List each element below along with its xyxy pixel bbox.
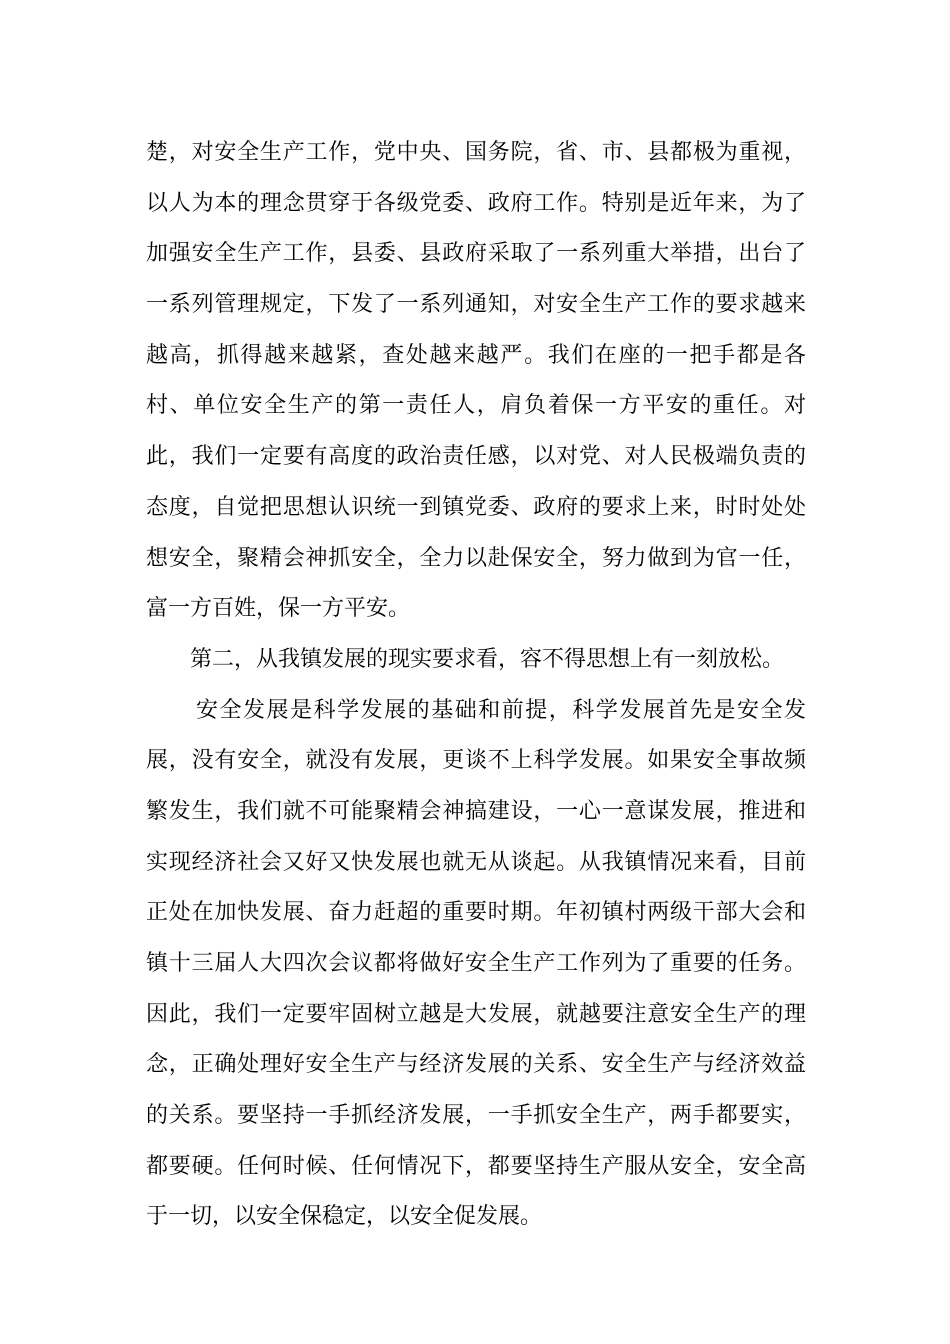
text-line: 想安全，聚精会神抓安全，全力以赴保安全，努力做到为官一任， bbox=[146, 545, 806, 571]
text-line: 富一方百姓，保一方平安。 bbox=[146, 596, 411, 622]
text-line: 于一切，以安全保稳定，以安全促发展。 bbox=[146, 1204, 543, 1230]
text-line: 安全发展是科学发展的基础和前提，科学发展首先是安全发 bbox=[196, 697, 806, 723]
text-line: 以人为本的理念贯穿于各级党委、政府工作。特别是近年来，为了 bbox=[146, 190, 806, 216]
text-line: 展，没有安全，就没有发展，更谈不上科学发展。如果安全事故频 bbox=[146, 748, 806, 774]
text-line: 繁发生，我们就不可能聚精会神搞建设，一心一意谋发展，推进和 bbox=[146, 798, 806, 824]
text-line: 此，我们一定要有高度的政治责任感，以对党、对人民极端负责的 bbox=[146, 444, 806, 470]
text-line: 因此，我们一定要牢固树立越是大发展，就越要注意安全生产的理 bbox=[146, 1001, 806, 1027]
text-line: 念，正确处理好安全生产与经济发展的关系、安全生产与经济效益 bbox=[146, 1052, 806, 1078]
text-line: 加强安全生产工作，县委、县政府采取了一系列重大举措，出台了 bbox=[146, 241, 806, 267]
text-line: 村、单位安全生产的第一责任人，肩负着保一方平安的重任。对 bbox=[146, 393, 806, 419]
text-line: 一系列管理规定，下发了一系列通知，对安全生产工作的要求越来 bbox=[146, 292, 806, 318]
text-line: 实现经济社会又好又快发展也就无从谈起。从我镇情况来看，目前 bbox=[146, 849, 806, 875]
text-line: 镇十三届人大四次会议都将做好安全生产工作列为了重要的任务。 bbox=[146, 951, 806, 976]
text-line: 越高，抓得越来越紧，查处越来越严。我们在座的一把手都是各 bbox=[146, 342, 806, 368]
text-line: 正处在加快发展、奋力赶超的重要时期。年初镇村两级干部大会和 bbox=[146, 900, 806, 926]
text-line: 楚，对安全生产工作，党中央、国务院，省、市、县都极为重视， bbox=[146, 140, 806, 165]
section-heading: 第二，从我镇发展的现实要求看，容不得思想上有一刻放松。 bbox=[190, 646, 785, 672]
text-line: 都要硬。任何时候、任何情况下，都要坚持生产服从安全，安全高 bbox=[146, 1153, 806, 1179]
text-line: 态度，自觉把思想认识统一到镇党委、政府的要求上来，时时处处 bbox=[146, 494, 806, 520]
document-body bbox=[146, 128, 806, 1243]
text-line: 的关系。要坚持一手抓经济发展，一手抓安全生产，两手都要实， bbox=[146, 1103, 806, 1129]
